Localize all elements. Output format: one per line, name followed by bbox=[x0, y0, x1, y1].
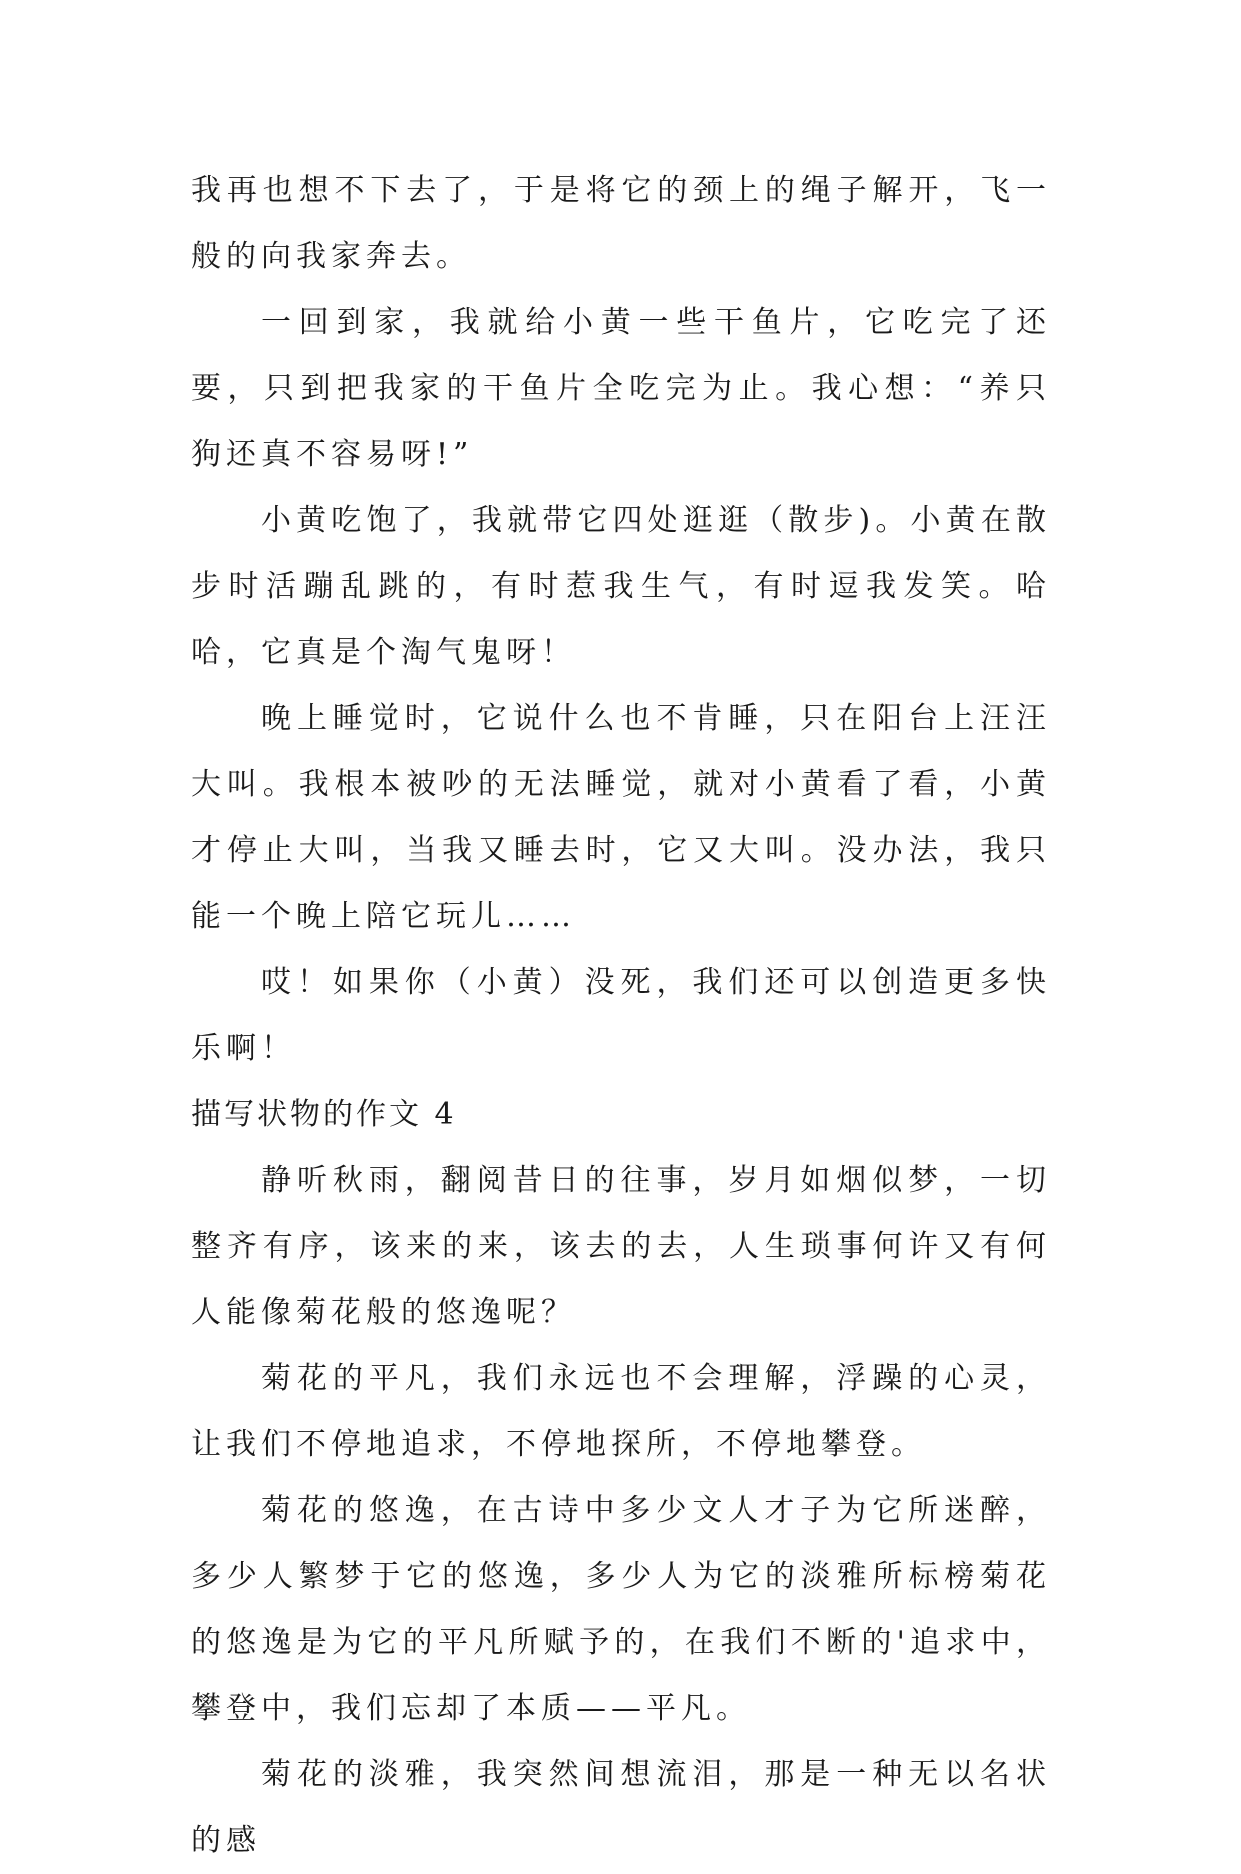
paragraph: 菊花的悠逸，在古诗中多少文人才子为它所迷醉，多少人繁梦于它的悠逸，多少人为它的淡雅所标榜菊花的悠逸是为它的平凡所赋予的，在我们不断的'追求中，攀登中，我们忘却了本质——平凡。 bbox=[191, 1493, 1051, 1726]
document-body bbox=[191, 158, 1051, 1874]
paragraph: 菊花的平凡，我们永远也不会理解，浮躁的心灵，让我们不停地追求，不停地探所，不停地攀登。 bbox=[191, 1361, 1051, 1462]
paragraph: 一回到家，我就给小黄一些干鱼片，它吃完了还要，只到把我家的干鱼片全吃完为止。我心想：“养只狗还真不容易呀!” bbox=[191, 305, 1051, 472]
paragraph: 菊花的淡雅，我突然间想流泪，那是一种无以名状的感 bbox=[191, 1757, 1051, 1858]
paragraph: 晚上睡觉时，它说什么也不肯睡，只在阳台上汪汪大叫。我根本被吵的无法睡觉，就对小黄看了看，小黄才停止大叫，当我又睡去时，它又大叫。没办法，我只能一个晚上陪它玩儿…… bbox=[191, 701, 1051, 934]
paragraph: 静听秋雨，翻阅昔日的往事，岁月如烟似梦，一切整齐有序，该来的来，该去的去，人生琐事何许又有何人能像菊花般的悠逸呢？ bbox=[191, 1163, 1051, 1330]
paragraph: 哎！如果你（小黄）没死，我们还可以创造更多快乐啊！ bbox=[191, 965, 1051, 1066]
paragraph-continuation: 我再也想不下去了，于是将它的颈上的绳子解开，飞一般的向我家奔去。 bbox=[191, 173, 1051, 274]
paragraph: 小黄吃饱了，我就带它四处逛逛（散步)。小黄在散步时活蹦乱跳的，有时惹我生气，有时逗我发笑。哈哈，它真是个淘气鬼呀！ bbox=[191, 503, 1051, 670]
section-heading: 描写状物的作文 4 bbox=[191, 1097, 457, 1132]
